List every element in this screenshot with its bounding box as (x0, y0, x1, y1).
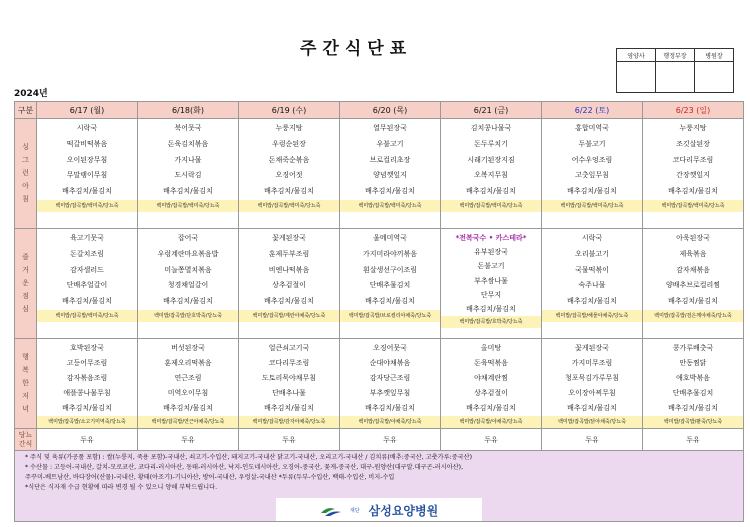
dish-item: 얼큰쇠고기국 (268, 344, 310, 352)
dish-item: 가지미무조림 (571, 359, 613, 367)
dish-item: 고등어무조림 (66, 359, 108, 367)
day-header: 6/21 (금) (441, 102, 542, 119)
category-header: 구분 (15, 102, 37, 119)
meal-category-char: 저 (22, 392, 29, 400)
day-header: 6/19 (수) (239, 102, 340, 119)
meal-cell (441, 339, 542, 429)
year-label: 2024년 (14, 89, 48, 99)
meal-cell (239, 229, 340, 339)
snack-category-char: 당뇨 (18, 430, 33, 439)
meal-cell (239, 339, 340, 429)
dish-item: 돈채죽순볶음 (268, 155, 310, 164)
snack-category-char: 간식 (18, 439, 33, 448)
dish-item: 양배추브로컬리찜 (665, 281, 721, 290)
menu-table (14, 101, 744, 522)
breakfast-row (15, 119, 744, 229)
meal-cell (643, 339, 744, 429)
dish-item: 배추김치/물김치 (62, 404, 112, 412)
meal-category (15, 229, 37, 339)
meal-cell (542, 119, 643, 229)
approval-box (616, 48, 734, 93)
dish-item: 브로컬리초장 (369, 155, 411, 164)
snack-cell: 두유 (542, 429, 643, 451)
meal-category-char: 런 (22, 169, 29, 177)
meal-category-char: 운 (22, 279, 29, 287)
signature-cell (617, 62, 656, 93)
meal-category (15, 119, 37, 229)
meal-cell (643, 229, 744, 339)
dish-item: 배추김치/물김치 (567, 187, 617, 196)
meal-category-char: 한 (22, 379, 29, 387)
day-header: 6/23 (일) (643, 102, 744, 119)
dish-item: 배추김치/물김치 (365, 187, 415, 196)
staple-note: 백미밥/잡곡밥/팥죽/당뇨죽 (643, 416, 743, 428)
dish-item: 코다리무조림 (672, 155, 714, 164)
dish-item: 홍합미역국 (575, 124, 609, 132)
dish-item: 떡갈비떡볶음 (66, 139, 108, 148)
staple-note: 백미밥/잡곡밥/소고기미역죽/당뇨죽 (37, 416, 137, 428)
origin-note: * 수산물 : 고등어-국내산, 갈치-모로코산, 코다리-러시아산, 동태-러시아산, 낙지-인도네시아산, 오징어-중국산, 꽃게-중국산, 대구-원양산(대구알.대구곤-러시아산), (25, 464, 464, 471)
dish-item: 고춧잎무침 (575, 171, 609, 180)
dish-item: 가지나물 (174, 155, 202, 164)
logo-name: 삼성요양병원 (368, 504, 439, 518)
dish-item: 콩가루배춧국 (672, 344, 714, 352)
dish-item: 배추김치/물김치 (62, 297, 112, 306)
dish-item: 청포묵김가루무침 (564, 374, 620, 382)
meal-category-char: 복 (22, 366, 29, 374)
dish-item: 단배추얼갈이 (66, 281, 108, 290)
meal-category-char: 즐 (22, 253, 29, 261)
notes-area (15, 451, 744, 522)
dish-item: 단배추물김치 (672, 389, 714, 397)
meal-cell (542, 339, 643, 429)
day-header: 6/20 (목) (340, 102, 441, 119)
dish-item: 우렁계란마요볶음밥 (157, 249, 219, 258)
dish-item: 배추김치/물김치 (62, 187, 112, 196)
meal-cell (138, 339, 239, 429)
snack-cell: 두유 (239, 429, 340, 451)
dish-item: 꽃게된장국 (272, 234, 306, 242)
dish-item: 북어뭇국 (174, 124, 202, 132)
staple-note: 백미밥/잡곡밥/백미죽/당뇨죽 (37, 200, 137, 212)
dish-item: 부추쌈나물 (474, 276, 508, 285)
dish-item: 배추김치/물김치 (163, 404, 213, 412)
dish-item: 호박된장국 (70, 344, 104, 352)
staple-note: 백미밥/잡곡밥/브로컬리야채죽/당뇨죽 (340, 310, 440, 322)
meal-category-char: 거 (22, 266, 29, 274)
staple-note: 백미밥/잡곡밥/야채죽/당뇨죽 (340, 416, 440, 428)
dish-item: 배추김치/물김치 (668, 297, 718, 306)
meal-cell (37, 119, 138, 229)
staple-note: 백미밥/잡곡밥/해물야채죽/당뇨죽 (542, 310, 642, 322)
dish-item: 양념깻잎지 (373, 171, 407, 180)
dish-item: 감자볶음조림 (66, 374, 108, 382)
dish-item: 야채계란찜 (474, 374, 508, 382)
approval-role: 행정부장 (656, 49, 695, 62)
change-note: *식단은 식자재 수급 현황에 따라 변경 될 수 있으니 양해 부탁드립니다. (25, 484, 218, 491)
meal-category-char: 그 (22, 156, 29, 164)
dish-item: 어수우엉조림 (571, 155, 613, 164)
day-header: 6/18(화) (138, 102, 239, 119)
meal-cell (138, 119, 239, 229)
dish-item: 버섯된장국 (171, 344, 205, 352)
snack-cell: 두유 (37, 429, 138, 451)
dish-item: 오징어뭇국 (373, 344, 407, 352)
staple-note: 백미밥/잡곡밥/감자야채죽/당뇨죽 (239, 416, 339, 428)
staple-note: 백미밥/잡곡밥/백미죽/당뇨죽 (37, 310, 137, 322)
dish-item: 국물떡볶이 (575, 265, 609, 274)
dish-item: 배추김치/물김치 (264, 187, 314, 196)
dish-item: 미역오이무침 (167, 389, 209, 397)
hospital-logo (276, 498, 482, 521)
approval-role: 영양사 (617, 49, 656, 62)
dish-item: 도시락김 (174, 171, 202, 180)
staple-note: 백미밥/잡곡밥/야채죽/당뇨죽 (441, 416, 541, 428)
dish-item: 연근조림 (174, 374, 202, 382)
dish-item: 우렁순된장 (272, 139, 306, 148)
header-row (15, 102, 744, 119)
dish-item: 무말랭이무침 (66, 171, 108, 180)
dish-item: *전복국수 • 카스테라* (455, 234, 527, 242)
meal-category-char: 침 (22, 195, 29, 203)
dish-item: 흰살생선구이조림 (362, 265, 418, 274)
meal-category-char: 점 (22, 292, 29, 300)
dish-item: 울메미역국 (373, 234, 407, 242)
origin-note: 주꾸미-베트남산, 바다장어(산물)-국내산, 황태(아조기)-기니아산, 방어-국내산, 우렁살-국내산 *두류(두부-수입산, 백태-수입산, 비지-수입 (25, 474, 395, 481)
signature-cell (695, 62, 734, 93)
dish-item: 배추김치/물김치 (264, 297, 314, 306)
dish-item: 배추김치/물김치 (163, 187, 213, 196)
meal-cell (441, 229, 542, 339)
dish-item: 부추깻잎무침 (369, 389, 411, 397)
dinner-row (15, 339, 744, 429)
dish-item: 단배추나물 (272, 389, 306, 397)
dish-item: 가지미라야끼볶음 (362, 249, 418, 258)
dish-item: 돈육떡볶음 (474, 359, 508, 367)
dish-item: 배추김치/물김치 (365, 297, 415, 306)
dish-item: 유부된장국 (474, 248, 508, 257)
dish-item: 올미탕 (480, 344, 502, 352)
snack-cell: 두유 (441, 429, 542, 451)
dish-item: 안동찜닭 (679, 359, 707, 367)
meal-category-char: 행 (22, 353, 29, 361)
meal-category-char: 심 (22, 305, 29, 313)
page-title: 주간식단표 (300, 39, 413, 59)
dish-item: 오이장아찌무침 (568, 389, 616, 397)
meal-cell (441, 119, 542, 229)
dish-item: 배추김치/물김치 (466, 404, 516, 412)
logo-emblem-icon (320, 504, 342, 518)
meal-category-char: 아 (22, 182, 29, 190)
snack-cell: 두유 (643, 429, 744, 451)
dish-item: 간장깻잎지 (676, 171, 710, 180)
staple-note: 백미밥/잡곡밥/연근야채죽/당뇨죽 (138, 416, 238, 428)
meal-category-char: 녁 (22, 405, 29, 413)
staple-note: 백미밥/잡곡밥/계란야채죽/당뇨죽 (239, 310, 339, 322)
dish-item: 단무지 (480, 290, 502, 299)
dish-item: 배추김치/물김치 (567, 404, 617, 412)
meal-cell (340, 229, 441, 339)
dish-item: 감자당근조림 (369, 374, 411, 382)
staple-note: 백미밥/잡곡밥/호박죽/당뇨죽 (441, 316, 541, 328)
dish-item: 애호박볶음 (676, 374, 710, 382)
staple-note: 백미밥/잡곡밥/백미죽/당뇨죽 (441, 200, 541, 212)
meal-cell (340, 119, 441, 229)
staple-note: 백미밥/잡곡밥/백미죽/당뇨죽 (239, 200, 339, 212)
dish-item: 제육볶음 (679, 249, 707, 258)
snack-cell: 두유 (138, 429, 239, 451)
dish-item: 코다리무조림 (268, 359, 310, 367)
dish-item: 숙주나물 (578, 281, 606, 290)
dish-item: 청경채얼갈이 (167, 281, 209, 290)
meal-category (15, 339, 37, 429)
approval-role: 병원장 (695, 49, 734, 62)
dish-item: 열무된장국 (373, 124, 407, 132)
dish-item: 김치콩나물국 (470, 124, 512, 132)
meal-category-char: 싱 (22, 143, 29, 151)
dish-item: 두불고기 (578, 139, 606, 148)
staple-note: 백미밥/잡곡밥/단호박죽/당뇨죽 (138, 310, 238, 322)
dish-item: 돈육김치볶음 (167, 139, 209, 148)
snack-row (15, 429, 744, 451)
day-header: 6/22 (토) (542, 102, 643, 119)
origin-note: * 주식 및 육류(가공품 포함) : 쌀(누룽지, 죽용 포함)-국내산, 쇠고기-수입산, 돼지고기-국내산 닭고기-국내산, 오리고기-국내산 / 김치류(배추:중국산, 고춧가루:중국산) (25, 454, 472, 461)
dish-item: 배추김치/물김치 (466, 187, 516, 196)
dish-item: 배추김치/물김치 (365, 404, 415, 412)
dish-item: 오복지무침 (474, 171, 508, 180)
dish-item: 훈제두부조림 (268, 249, 310, 258)
dish-item: 배추김치/물김치 (163, 297, 213, 306)
dish-item: 잡어국 (177, 234, 199, 242)
signature-cell (656, 62, 695, 93)
dish-item: 도토리묵야채무침 (261, 374, 317, 382)
staple-note: 백미밥/잡곡밥/검은깨야채죽/당뇨죽 (643, 310, 743, 322)
dish-item: 꽃게된장국 (575, 344, 609, 352)
dish-item: 비엔나떡볶음 (268, 265, 310, 274)
dish-item: 감자채볶음 (676, 265, 710, 274)
dish-item: 배추김치/물김치 (567, 297, 617, 306)
snack-category (15, 429, 37, 451)
meal-cell (37, 229, 138, 339)
staple-note: 백미밥/잡곡밥/백미죽/당뇨죽 (542, 200, 642, 212)
staple-note: 백미밥/잡곡밥/백미죽/당뇨죽 (340, 200, 440, 212)
dish-item: 미늘쫑멸치볶음 (164, 265, 212, 274)
day-header: 6/17 (월) (37, 102, 138, 119)
staple-note: 백미밥/잡곡밥/닭야채죽/당뇨죽 (542, 416, 642, 428)
dish-item: 단배추물김치 (369, 281, 411, 290)
dish-item: 누룽지탕 (679, 124, 707, 132)
staple-note: 백미밥/잡곡밥/백미죽/당뇨죽 (138, 200, 238, 212)
dish-item: 우불고기 (376, 139, 404, 148)
meal-cell (340, 339, 441, 429)
dish-item: 오리불고기 (575, 249, 609, 258)
dish-item: 돈불고기 (477, 262, 505, 271)
dish-item: 오징어젓 (275, 171, 303, 180)
dish-item: 돈두루치기 (474, 139, 508, 148)
snack-cell: 두유 (340, 429, 441, 451)
dish-item: 시락국 (581, 234, 603, 242)
dish-item: 순대야채볶음 (369, 359, 411, 367)
meal-cell (643, 119, 744, 229)
dish-item: 누룽지탕 (275, 124, 303, 132)
dish-item: 배추김치/물김치 (264, 404, 314, 412)
meal-cell (542, 229, 643, 339)
staple-note: 백미밥/잡곡밥/백미죽/당뇨죽 (643, 200, 743, 212)
dish-item: 배추김치/물김치 (668, 404, 718, 412)
logo-small-text: 재단 (349, 508, 360, 514)
dish-item: 상추겉절이 (272, 281, 306, 290)
dish-item: 조깃살된장 (676, 139, 710, 148)
notes-row (15, 451, 744, 522)
dish-item: 훈제오리떡볶음 (164, 359, 212, 367)
meal-cell (37, 339, 138, 429)
dish-item: 아욱된장국 (676, 234, 710, 242)
dish-item: 육고기뭇국 (70, 234, 104, 242)
dish-item: 돈갈치조림 (70, 249, 104, 258)
dish-item: 배추김치/물김치 (668, 187, 718, 196)
dish-item: 배추김치/물김치 (466, 305, 516, 314)
dish-item: 감자샐러드 (70, 265, 104, 274)
dish-item: 상추겉절이 (474, 389, 508, 397)
dish-item: 애플콩나물무침 (63, 389, 111, 397)
dish-item: 오이된장무침 (66, 155, 108, 164)
dish-item: 시래기된장지짐 (467, 155, 515, 164)
dish-item: 시락국 (76, 124, 98, 132)
lunch-row (15, 229, 744, 339)
meal-cell (239, 119, 340, 229)
meal-cell (138, 229, 239, 339)
